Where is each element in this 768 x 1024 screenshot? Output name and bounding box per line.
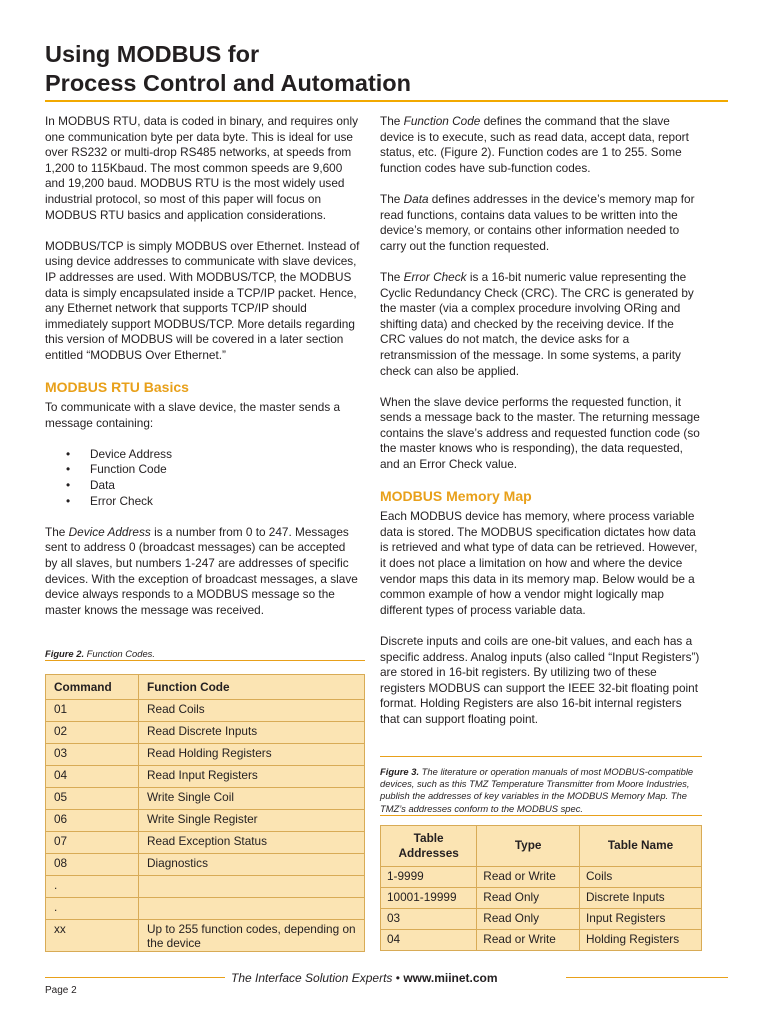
title-line-1: Using MODBUS for [45, 41, 260, 67]
footer-url: www.miinet.com [403, 971, 498, 985]
message-contents-list [45, 447, 361, 509]
table-cell [139, 898, 365, 920]
table-cell: 03 [46, 744, 139, 766]
figure-2-label: Figure 2. [45, 648, 85, 659]
table-cell: Read or Write [477, 866, 580, 887]
table-cell: 1-9999 [381, 866, 477, 887]
column-header-command: Command [46, 675, 139, 700]
footer [45, 971, 728, 985]
table-cell: Up to 255 function codes, depending on the device [139, 920, 365, 952]
table-row [46, 722, 365, 744]
table-row [381, 887, 702, 908]
table-cell: Read Discrete Inputs [139, 722, 365, 744]
table-cell: 01 [46, 700, 139, 722]
intro-paragraph-2: MODBUS/TCP is simply MODBUS over Ethernet. Instead of using device addresses to communicate with slave devices, IP addresses are used. With MODBUS/TCP, the MODBUS data is simply encapsulated inside a TCP/IP packet. Hence, any Ethernet network that supports TCP/IP should immediately support MODBUS/TCP. More details regarding this version of MODBUS will be covered in a later section entitled “MODBUS Over Ethernet.” [45, 238, 360, 362]
error-check-term: Error Check [403, 269, 467, 284]
rtu-basics-paragraph: To communicate with a slave device, the master sends a message containing: [45, 400, 341, 430]
column-header-table-addresses: Table Addresses [381, 825, 477, 866]
table-cell: Read or Write [477, 929, 580, 950]
table-cell [139, 876, 365, 898]
error-check-paragraph: The Error Check is a 16-bit numeric value representing the Cyclic Redundancy Check (CRC). The CRC is generated by the master (via a complex procedure involving ORing and shifting data) and checked by the receiving device. If the CRC values do not match, the device asks for a retransmission of the message. In some systems, a parity check can also be applied. [380, 269, 694, 378]
list-item: • Function Code [66, 462, 167, 477]
footer-rule-left [45, 977, 225, 978]
footer-rule-right [566, 977, 728, 978]
column-header-table-name: Table Name [580, 825, 702, 866]
right-column [380, 114, 702, 743]
table-cell: xx [46, 920, 139, 952]
device-address-paragraph: The Device Address is a number from 0 to 247. Messages sent to address 0 (broadcast messages) can be accepted by all slaves, but numbers 1-247 are addresses of specific devices. With the exception of broadcast messages, a slave device always responds to a MODBUS message so the master knows the message was received. [45, 524, 358, 617]
intro-paragraph-1: In MODBUS RTU, data is coded in binary, and requires only one communication byte per data byte. This is ideal for use over RS232 or multi-drop RS485 networks, at speeds from 1,200 to 115Kbaud. The most common speeds are 9,600 and 19,200 baud. MODBUS RTU is the most widely used industrial protocol, so most of this paper will focus on MODBUS RTU basics and application considerations. [45, 114, 358, 222]
table-row [46, 854, 365, 876]
table-cell: 07 [46, 832, 139, 854]
table-cell: . [46, 898, 139, 920]
table-cell: 05 [46, 788, 139, 810]
table-row [46, 788, 365, 810]
function-code-term: Function Code [403, 114, 481, 128]
footer-separator: • [395, 971, 400, 985]
figure-3-label: Figure 3. [380, 766, 420, 777]
table-row [46, 810, 365, 832]
memory-map-paragraph-1: Each MODBUS device has memory, where process variable data is stored. The MODBUS specification dictates how data is retrieved and what type of data can be retrieved. However, it does not place a limitation on how and where the device vendor maps this data in its memory map. Below would be a common example of how a vendor might logically map different types of process variable data. [380, 509, 698, 617]
table-row [381, 929, 702, 950]
table-row [46, 766, 365, 788]
table-cell: Write Single Register [139, 810, 365, 832]
figure-2-rule [45, 660, 365, 661]
memory-map-table [380, 825, 702, 951]
table-cell: Read Only [477, 908, 580, 929]
table-row [46, 832, 365, 854]
table-row [381, 908, 702, 929]
table-row [46, 898, 365, 920]
bullet-icon: • [66, 493, 71, 508]
figure-3-caption: Figure 3. The literature or operation manuals of most MODBUS-compatible devices, such as this TMZ Temperature Transmitter from Moore Industries, publish the addresses of key variables in the MODBUS Memory Map. The TMZ’s addresses conform to the MODBUS spec. [380, 766, 694, 814]
title-line-2: Process Control and Automation [45, 70, 412, 96]
table-cell: 06 [46, 810, 139, 832]
figure-2-caption: Figure 2. Function Codes. [45, 648, 155, 659]
figure-2 [45, 648, 365, 952]
table-cell: Discrete Inputs [580, 887, 702, 908]
left-column [45, 114, 361, 634]
figure-3-rule-bottom [380, 815, 702, 816]
figure-3-rule [380, 756, 702, 757]
table-header-row [381, 825, 702, 866]
device-address-term: Device Address [68, 524, 151, 539]
function-code-paragraph: The Function Code defines the command that the slave device is to execute, such as read data, accept data, report status, etc. (Figure 2). Function codes are 1 to 255. Some function codes have sub-function codes. [380, 114, 689, 175]
list-item: • Device Address [66, 446, 172, 461]
column-header-function-code: Function Code [139, 675, 365, 700]
table-cell: Read Holding Registers [139, 744, 365, 766]
table-cell: Input Registers [580, 908, 702, 929]
table-cell: . [46, 876, 139, 898]
column-header-type: Type [477, 825, 580, 866]
table-cell: Coils [580, 866, 702, 887]
table-cell: 02 [46, 722, 139, 744]
page-number: Page 2 [45, 985, 77, 996]
table-cell: 08 [46, 854, 139, 876]
table-row [46, 744, 365, 766]
memory-map-heading: MODBUS Memory Map [380, 488, 532, 505]
table-cell: 10001-19999 [381, 887, 477, 908]
data-paragraph: The Data defines addresses in the device’s memory map for read functions, contains data values to be written into the device’s memory, or contains other information needed to carry out the function requested. [380, 191, 695, 253]
table-row [46, 920, 365, 952]
table-row [46, 876, 365, 898]
rtu-basics-heading: MODBUS RTU Basics [45, 379, 189, 396]
table-header-row [46, 675, 365, 700]
table-cell: Holding Registers [580, 929, 702, 950]
memory-map-paragraph-2: Discrete inputs and coils are one-bit values, and each has a specific address. Analog inputs (also called “Input Registers”) are stored in 16-bit registers. By utilizing two of these registers MODBUS can support the IEEE 32-bit floating point format. Holding Registers are also 16-bit internal registers that can support floating point. [380, 634, 700, 726]
page-title [45, 40, 411, 98]
footer-text [231, 971, 498, 985]
figure-3 [380, 756, 702, 951]
table-cell: Write Single Coil [139, 788, 365, 810]
title-rule [45, 100, 728, 102]
list-item: • Data [66, 478, 115, 493]
table-cell: 04 [381, 929, 477, 950]
table-cell: Read Input Registers [139, 766, 365, 788]
footer-tagline: The Interface Solution Experts [231, 971, 393, 985]
data-term: Data [403, 191, 429, 206]
list-item: • Error Check [66, 493, 153, 508]
table-cell: Diagnostics [139, 854, 365, 876]
table-cell: 03 [381, 908, 477, 929]
table-cell: Read Exception Status [139, 832, 365, 854]
table-row [46, 700, 365, 722]
response-paragraph: When the slave device performs the requested function, it sends a message back to the master. The returning message contains the slave’s address and requested function code (so the master knows who is responding), the data requested, and an Error Check value. [380, 394, 700, 472]
table-cell: Read Only [477, 887, 580, 908]
table-cell: Read Coils [139, 700, 365, 722]
table-row [381, 866, 702, 887]
bullet-icon: • [66, 478, 71, 493]
function-codes-table [45, 674, 365, 952]
table-cell: 04 [46, 766, 139, 788]
bullet-icon: • [66, 462, 71, 477]
bullet-icon: • [66, 446, 71, 461]
